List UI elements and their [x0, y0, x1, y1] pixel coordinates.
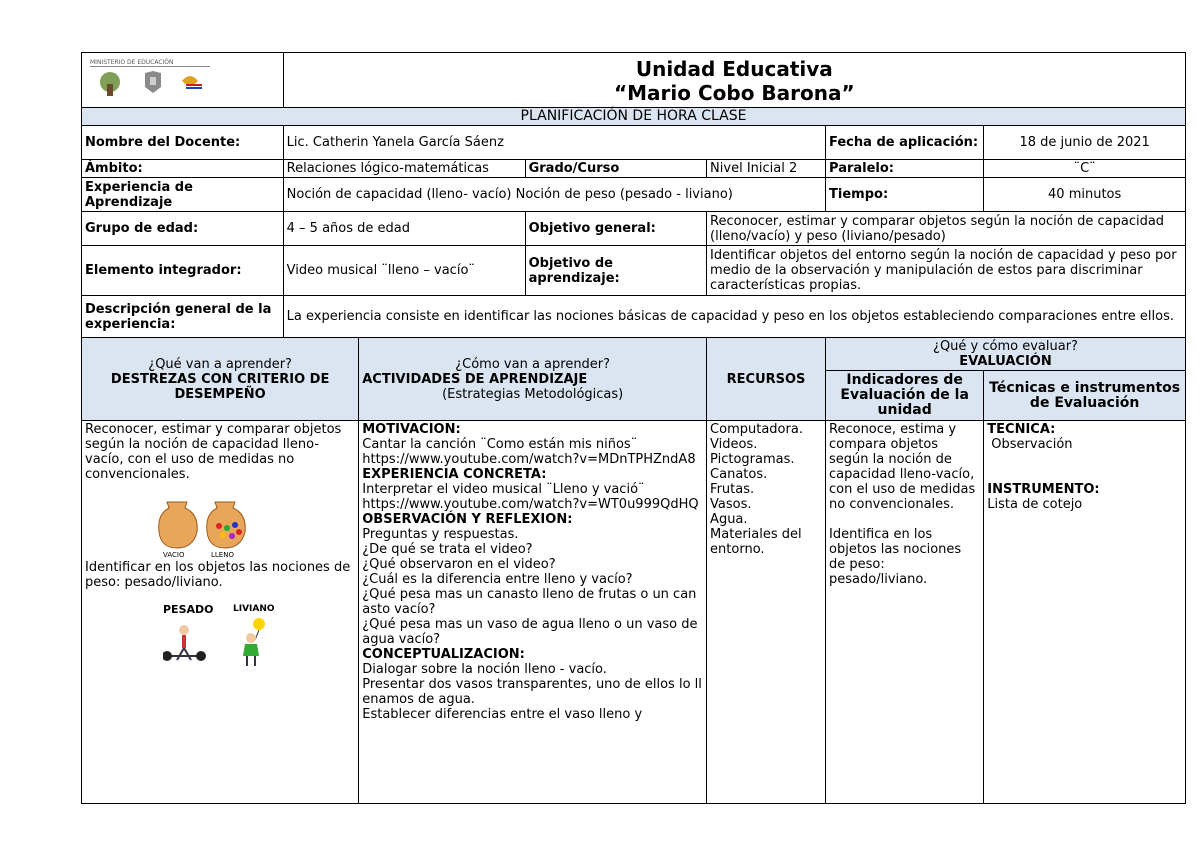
tiempo-value: 40 minutos	[984, 178, 1186, 212]
grupo-value: 4 – 5 años de edad	[283, 212, 525, 246]
ministry-logo	[90, 59, 220, 103]
actividad-heading: MOTIVACION:	[362, 422, 461, 437]
ambito-value: Relaciones lógico-matemáticas	[283, 160, 525, 178]
recurso-item: Materiales del entorno.	[710, 527, 802, 557]
ambito-label: Ámbito:	[82, 160, 284, 178]
recurso-item: Canatos.	[710, 467, 768, 482]
label-vacio: VACIO	[163, 551, 185, 559]
obj-general-value: Reconocer, estimar y comparar objetos según la noción de capacidad (lleno/vacío) y peso (liviano/pesado)	[707, 212, 1186, 246]
label-liviano: LIVIANO	[233, 604, 275, 614]
col1-title: DESTREZAS CON CRITERIO DE DESEMPEÑO	[110, 371, 330, 402]
tecnica-value: Observación	[991, 437, 1073, 452]
col2-subtitle: (Estrategias Metodológicas)	[442, 386, 624, 402]
actividad-line: https://www.youtube.com/watch?v=MDnTPHZndA8	[362, 452, 696, 467]
actividad-heading: EXPERIENCIA CONCRETA:	[362, 467, 547, 482]
planning-table	[81, 52, 1186, 804]
paralelo-value: ¨C¨	[984, 160, 1186, 178]
fecha-value: 18 de junio de 2021	[984, 126, 1186, 160]
obj-general-label: Objetivo general:	[525, 212, 706, 246]
col-indicadores-header: Indicadores de Evaluación de la unidad	[826, 371, 984, 421]
descripcion-label: Descripción general de la experiencia:	[82, 296, 284, 338]
eval-header	[826, 338, 1186, 371]
paralelo-label: Paralelo:	[826, 160, 984, 178]
obj-aprend-value: Identificar objetos del entorno según la noción de capacidad y peso por medio de la observación y manipulación de estos para discriminar características propias.	[707, 246, 1186, 296]
school-name-line2: “Mario Cobo Barona”	[614, 80, 855, 105]
fecha-label: Fecha de aplicación:	[826, 126, 984, 160]
tecnicas-cell	[984, 421, 1186, 804]
label-lleno: LLENO	[211, 551, 234, 559]
actividad-line: ¿Qué pesa mas un canasto lleno de frutas o un canasto vacío?	[362, 587, 697, 617]
vacio-lleno-image	[157, 494, 267, 560]
actividad-line: ¿De qué se trata el video?	[362, 542, 533, 557]
actividades-list	[362, 422, 703, 802]
elemento-label: Elemento integrador:	[82, 246, 284, 296]
actividad-line: Interpretar el video musical ¨Lleno y vació¨	[362, 482, 645, 497]
actividad-line: ¿Qué observaron en el video?	[362, 557, 556, 572]
instrumento-value: Lista de cotejo	[987, 497, 1083, 512]
grupo-label: Grupo de edad:	[82, 212, 284, 246]
col2-title: ACTIVIDADES DE APRENDIZAJE	[362, 371, 588, 387]
tecnica-label: TECNICA:	[987, 422, 1056, 437]
actividad-line: Presentar dos vasos transparentes, uno de ellos lo llenamos de agua.	[362, 677, 702, 707]
col-actividades-header	[359, 338, 707, 421]
actividad-heading: CONCEPTUALIZACION:	[362, 647, 525, 662]
col2-question: ¿Cómo van a aprender?	[455, 356, 611, 372]
eval-title: EVALUACIÓN	[959, 354, 1052, 369]
actividad-line: https://www.youtube.com/watch?v=WT0u999QdHQ	[362, 497, 699, 512]
col-destrezas-header	[82, 338, 359, 421]
actividad-line: ¿Qué pesa mas un vaso de agua lleno o un vaso de agua vacío?	[362, 617, 698, 647]
elemento-value: Video musical ¨lleno – vacío¨	[283, 246, 525, 296]
ministry-name: MINISTERIO DE EDUCACIÓN	[90, 59, 210, 67]
grado-label: Grado/Curso	[525, 160, 706, 178]
recurso-item: Agua.	[710, 512, 748, 527]
indicador-1: Reconoce, estima y compara objetos según la noción de capacidad lleno-vacío, con el uso de medidas no convencionales.	[829, 422, 976, 512]
destreza-1: Reconocer, estimar y comparar objetos según la noción de capacidad lleno-vacío, con el uso de medidas no convencionales.	[85, 422, 342, 482]
actividad-heading: OBSERVACIÓN Y REFLEXION:	[362, 512, 573, 527]
actividad-line: Cantar la canción ¨Como están mis niños¨	[362, 437, 638, 452]
logo-cell	[82, 53, 284, 108]
destreza-2: Identificar en los objetos las nociones de peso: pesado/liviano.	[85, 560, 351, 590]
grado-value: Nivel Inicial 2	[707, 160, 826, 178]
eval-question: ¿Qué y cómo evaluar?	[933, 339, 1078, 354]
recursos-list	[710, 422, 822, 802]
actividad-line: Preguntas y respuestas.	[362, 527, 519, 542]
recurso-item: Frutas.	[710, 482, 755, 497]
col-recursos-header: RECURSOS	[707, 338, 826, 421]
obj-aprend-label: Objetivo de aprendizaje:	[525, 246, 706, 296]
jars-icon	[157, 494, 267, 550]
col-tecnicas-header: Técnicas e instrumentos de Evaluación	[984, 371, 1186, 421]
recursos-cell	[707, 421, 826, 804]
destrezas-cell	[82, 421, 359, 804]
experiencia-value: Noción de capacidad (lleno- vacío) Noción de peso (pesado - liviano)	[283, 178, 825, 212]
recurso-item: Videos.	[710, 437, 758, 452]
recurso-item: Computadora.	[710, 422, 803, 437]
col1-question: ¿Qué van a aprender?	[148, 356, 292, 372]
experiencia-label: Experiencia de Aprendizaje	[82, 178, 284, 212]
actividad-line: Dialogar sobre la noción lleno - vacío.	[362, 662, 607, 677]
descripcion-value: La experiencia consiste en identificar las nociones básicas de capacidad y peso en los objetos estableciendo comparaciones entre ellos.	[283, 296, 1185, 338]
indicadores-cell	[826, 421, 984, 804]
school-title	[283, 53, 1185, 108]
actividad-line: ¿Cuál es la diferencia entre lleno y vacío?	[362, 572, 633, 587]
docente-value: Lic. Catherin Yanela García Sáenz	[283, 126, 825, 160]
label-pesado: PESADO	[163, 603, 214, 616]
actividad-line: Establecer diferencias entre el vaso lleno y	[362, 707, 643, 722]
recurso-item: Pictogramas.	[710, 452, 795, 467]
emblem-icons	[90, 67, 220, 99]
pesado-liviano-image	[163, 602, 283, 670]
indicador-2: Identifica en los objetos las nociones de peso: pesado/liviano.	[829, 527, 962, 587]
tiempo-label: Tiempo:	[826, 178, 984, 212]
recurso-item: Vasos.	[710, 497, 752, 512]
actividades-cell	[359, 421, 707, 804]
weights-icon	[163, 616, 283, 670]
school-name-line1: Unidad Educativa	[635, 56, 833, 81]
instrumento-label: INSTRUMENTO:	[987, 482, 1100, 497]
planning-document	[81, 52, 1186, 804]
plan-title: PLANIFICACIÓN DE HORA CLASE	[82, 108, 1186, 126]
docente-label: Nombre del Docente:	[82, 126, 284, 160]
